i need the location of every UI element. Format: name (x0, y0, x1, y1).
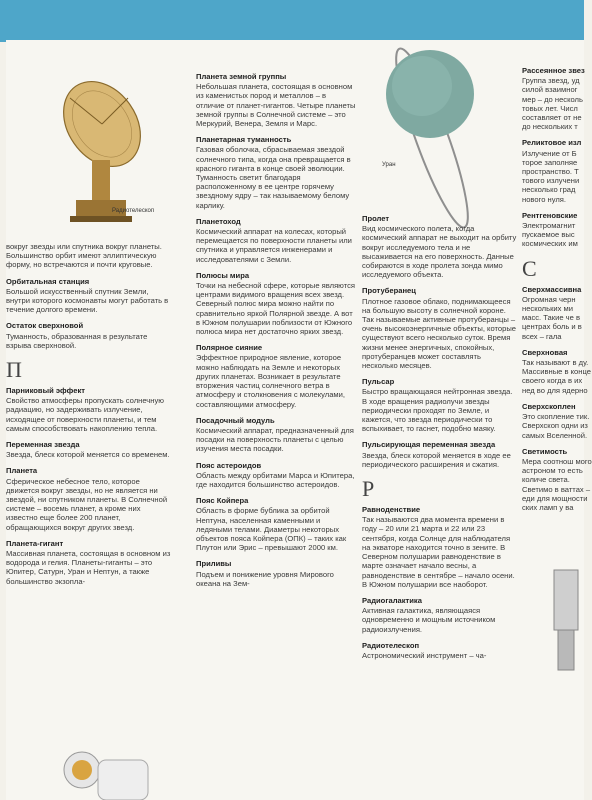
entry-term: Посадочный модуль (196, 415, 275, 425)
entry-definition: Сферическое небесное тело, которое движется вокруг звезды, но не является ни звездой, ни спутником планеты. В Солнечной системе – восемь планет, а кроме них известно еще более 200 планет, обращающихся вокруг других звезд. (6, 476, 168, 532)
uranus-caption: Уран (382, 162, 396, 168)
glossary-entry (362, 377, 517, 433)
entry-term: Сверхмассивна (522, 284, 582, 294)
entry-definition: Подъем и понижение уровня Мирового океана на Зем- (196, 569, 334, 588)
entry-definition: Группа звезд, уд силой взаимног мер – до несколь товых лет. Числ составляет от не до нескольких т (522, 76, 583, 132)
glossary-entry (6, 277, 171, 315)
entry-definition: Точки на небесной сфере, которые являются центрами видимого вращения всех звезд. Северный полюс мира можно найти по сравнительно яркой Полярной звезде. А вот в Южном полушарии поблизости от Южного полюса мира нет достаточно ярких звезд. (196, 281, 356, 337)
entry-term: Приливы (196, 559, 232, 569)
glossary-entry (196, 217, 356, 264)
column-2 (196, 72, 356, 595)
glossary-entry (196, 271, 356, 336)
satellite-illustration (548, 560, 584, 680)
entry-definition: Звезда, блеск которой меняется со временем. (6, 450, 170, 460)
entry-definition: Космический аппарат на колесах, который перемещается по поверхности планеты или спутника и управляется инженерами и исследователями с Земли. (196, 227, 352, 264)
glossary-entry (196, 496, 356, 552)
glossary-entry (522, 138, 592, 203)
glossary-entry (362, 596, 517, 634)
uranus-icon (384, 43, 479, 232)
section-letter: П (6, 357, 22, 383)
entry-definition: Огромная черн нескольких ми масс. Такие че в центрах боль и в всех – гала (522, 294, 582, 341)
glossary-entry (362, 286, 517, 370)
entry-definition: Так называют в ду. Массивные в конце своего когда в их нед во для ядерно (522, 358, 591, 395)
entry-term: Переменная звезда (6, 440, 80, 450)
glossary-entry (6, 321, 171, 350)
glossary-entry (196, 343, 356, 408)
entry-term: Реликтовое изл (522, 138, 582, 148)
entry-definition: Космический аппарат, предназначенный для посадки на поверхность планеты с целью изучения места посадки. (196, 425, 354, 454)
glossary-entry (6, 386, 171, 433)
orbit-continuation: вокруг звезды или спутника вокруг планеты. Большинство орбит имеют эллиптическую форму, но встречаются и почти круговые. (6, 242, 162, 270)
glossary-entry (196, 72, 356, 128)
entry-term: Светимость (522, 446, 568, 456)
entry-definition: Область между орбитами Марса и Юпитера, где находится большинство астероидов. (196, 470, 355, 489)
glossary-entry (522, 211, 592, 249)
entry-term: Пролет (362, 214, 390, 223)
entry-term: Планета земной группы (196, 72, 287, 81)
glossary-entry (362, 214, 517, 279)
column-4 (522, 66, 592, 519)
entry-definition: Плотное газовое облако, поднимающееся на большую высоту в солнечной короне. Так называемые активные протуберанцы – очень высокоэнергичные объекты, которые существуют всего несколько суток. Время жизни менее энергичных, спокойных, протуберанцев может составлять несколько месяцев. (362, 296, 517, 371)
entry-definition: Газовая оболочка, сбрасываемая звездой солнечного типа, когда она превращается в красного гиганта в конце своей эволюции. Туманность светит благодаря расположенному в ее центре горячему звездному ядру – так называемому белому карлику. (196, 145, 351, 210)
entry-definition: Быстро вращающаяся нейтронная звезда. В ходе вращения радиолучи звезды периодически проходят по Земле, и кажется, что звезда периодически то вспыхивает, то гаснет, подобно маяку. (362, 387, 513, 434)
entry-term: Остаток сверхновой (6, 321, 84, 331)
glossary-entry (6, 466, 171, 531)
glossary-entry (522, 66, 592, 131)
entry-definition: Туманность, образованная в результате взрыва сверхновой. (6, 331, 148, 350)
top-color-band (0, 0, 584, 42)
glossary-entry (196, 416, 356, 454)
entry-term: Полюсы мира (196, 270, 250, 280)
entry-term: Планетоход (196, 216, 241, 226)
entry-term: Рассеянное звез (522, 66, 585, 75)
entry-definition: Так называются два момента времени в году – 20 или 21 марта и 22 или 23 сентября, когда Солнце для наблюдателя на экваторе находится точно в зените. В Северном полушарии равноденствие в марте означает начало весны, а равноденствие в сентябре – начало осени. В Южном полушарии все наоборот. (362, 515, 515, 589)
entry-definition: Это скопление тик. Сверхскоп одни из самых Вселенной. (522, 412, 590, 440)
radiotelescope-caption: Радиотелескоп (112, 208, 155, 214)
entry-definition: Небольшая планета, состоящая в основном из каменистых пород и металлов – в отличие от планет-гигантов. Четыре планеты земной группы в Солнечной системе – это Меркурий, Венера, Земля и Марс. (196, 82, 356, 129)
entry-definition: Вид космического полета, когда космический аппарат не выходит на орбиту вокруг исследуемого тела и не высаживается на его поверхность. Данные собираются в ходе пролета зонда мимо исследуемого объекта. (362, 224, 517, 280)
entry-term: Рентгеновские (522, 210, 578, 220)
entry-term: Планета (6, 466, 38, 476)
glossary-entry (196, 559, 356, 588)
column-3 (362, 214, 517, 667)
entry-term: Планетарная туманность (196, 135, 292, 145)
entry-term: Радиотелескоп (362, 640, 420, 650)
column-1 (6, 242, 171, 593)
satellite-icon (554, 570, 578, 670)
section-letter: С (522, 255, 537, 281)
entry-term: Парниковый эффект (6, 386, 85, 396)
entry-term: Пояс Койпера (196, 496, 249, 506)
entry-term: Орбитальная станция (6, 276, 90, 286)
entry-term: Сверхновая (522, 347, 568, 357)
entry-term: Сверхскоплен (522, 401, 576, 411)
entry-term: Пояс астероидов (196, 460, 262, 470)
glossary-entry (362, 505, 517, 589)
glossary-entry (362, 641, 517, 660)
section-letter: Р (362, 476, 375, 502)
astronaut-illustration (52, 740, 162, 800)
glossary-entry (196, 135, 356, 210)
entry-definition: Излучение от Б торое заполняе пространство. Т тового излучени несколько град нового нуля. (522, 148, 580, 204)
astronaut-icon (64, 752, 148, 800)
glossary-entry (522, 348, 592, 395)
glossary-entry (6, 539, 171, 586)
entry-definition: Активная галактика, являющаяся одновременно и мощным источником радиоизлучения. (362, 606, 496, 634)
glossary-entry (522, 402, 592, 440)
entry-definition: Мера соотнош мого астроном то есть количе света. Светимо в ваттах – еди для мощности ских ламп у ва (522, 456, 592, 512)
entry-term: Полярное сияние (196, 343, 263, 353)
entry-definition: Свойство атмосферы пропускать солнечную радиацию, но задерживать излучение, исходящее от поверхности планеты, и тем самым способствовать накоплению тепла. (6, 396, 164, 433)
entry-term: Пульсар (362, 377, 395, 387)
entry-definition: Большой искусственный спутник Земли, внутри которого космонавты могут работать в течение долгого времени. (6, 286, 169, 315)
entry-definition: Звезда, блеск которой меняется в ходе ее периодического расширения и сжатия. (362, 450, 511, 469)
glossary-entry (6, 440, 171, 459)
entry-term: Протуберанец (362, 286, 416, 296)
entry-definition: Астрономический инструмент – ча- (362, 650, 487, 660)
entry-definition: Массивная планета, состоящая в основном из водорода и гелия. Планеты-гиганты – это Юпитер, Сатурн, Уран и Нептун, а также большинство экзопла- (6, 549, 171, 586)
dish-icon (48, 67, 156, 222)
entry-term: Планета-гигант (6, 538, 64, 548)
glossary-entry (196, 461, 356, 490)
entry-definition: Область в форме бублика за орбитой Нептуна, населенная каменными и ледяными телами. Диаметры некоторых объектов пояса Койпера (ОПК) – таких как Плутон или Эрис – превышают 2000 км. (196, 506, 347, 553)
entry-term: Пульсирующая переменная звезда (362, 440, 496, 450)
entry-definition: Эффектное природное явление, которое можно наблюдать на Земле и некоторых других планетах. Возникает в результате вторжения частиц солнечного ветра в атмосферу и столкновения с молекулами, составляющими атмосферу. (196, 353, 345, 409)
entry-definition: Электромагнит пускаемое выс космических им (522, 221, 578, 249)
glossary-entry (522, 447, 592, 512)
entry-term: Радиогалактика (362, 595, 422, 605)
glossary-entry (522, 285, 592, 341)
entry-term: Равноденствие (362, 505, 421, 515)
glossary-entry (362, 440, 517, 469)
